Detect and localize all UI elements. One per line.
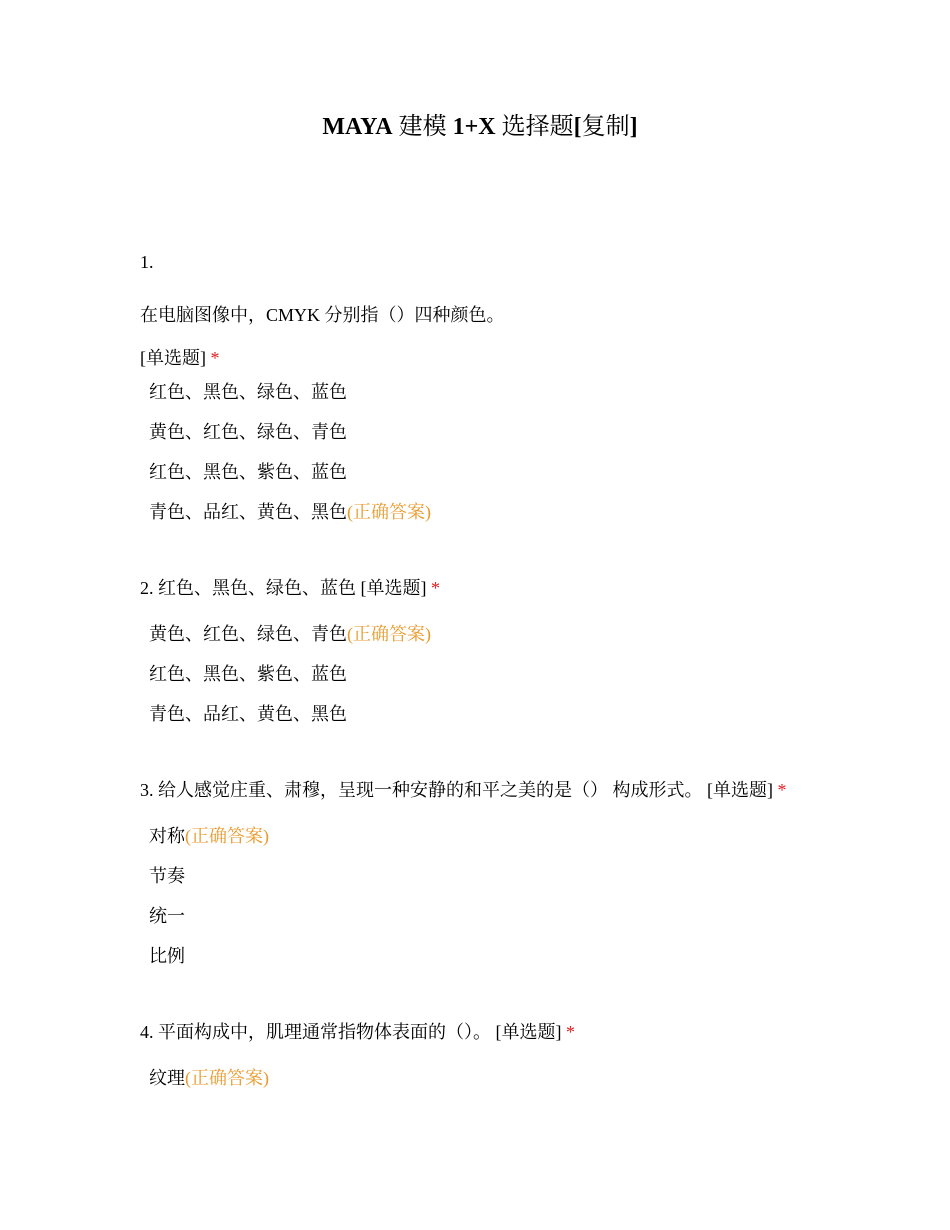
question-2-number: 2. [140, 578, 154, 598]
title-part: MAYA [322, 114, 393, 140]
question-4-header [140, 1020, 575, 1044]
correct-answer-label: (正确答案) [185, 1068, 269, 1088]
option-label: 青色、品红、黄色、黑色 [149, 502, 347, 522]
question-type-label: [单选题] [495, 1022, 562, 1042]
question-type-label: [单选题] [360, 578, 427, 598]
question-4-text: 平面构成中，肌理通常指物体表面的（）。 [158, 1022, 491, 1042]
option-label: 纹理 [149, 1068, 185, 1088]
required-mark: * [566, 1022, 575, 1042]
title-part: 选择题 [495, 114, 574, 140]
question-1-option-1[interactable]: 红色、黑色、绿色、蓝色 [149, 382, 347, 402]
question-2-option-2[interactable]: 红色、黑色、紫色、蓝色 [149, 664, 347, 684]
question-4-option-1[interactable] [149, 1066, 269, 1090]
question-type-label: [单选题] [140, 348, 206, 368]
question-type-label: [单选题] [707, 780, 773, 800]
question-1-type [140, 346, 220, 370]
question-1-option-3[interactable]: 红色、黑色、紫色、蓝色 [149, 462, 347, 482]
required-mark: * [210, 348, 220, 368]
question-3-option-3[interactable]: 统一 [149, 906, 185, 926]
option-label: 黄色、红色、绿色、青色 [149, 624, 347, 644]
title-part: 复制 [581, 114, 630, 140]
question-1-option-4[interactable] [149, 500, 431, 524]
question-1-text: 在电脑图像中，CMYK 分别指（）四种颜色。 [140, 305, 505, 325]
question-3-header [140, 778, 787, 802]
question-3-option-1[interactable] [149, 824, 269, 848]
question-3-number: 3. [140, 780, 154, 800]
question-4-number: 4. [140, 1022, 154, 1042]
question-2-text: 红色、黑色、绿色、蓝色 [158, 578, 356, 598]
question-3-option-2[interactable]: 节奏 [149, 866, 185, 886]
required-mark: * [431, 578, 440, 598]
title-part: [ [573, 114, 582, 140]
title-part: 1+X [452, 114, 496, 140]
document-title [0, 112, 950, 142]
question-3-text: 给人感觉庄重、肃穆，呈现一种安静的和平之美的是（） 构成形式。 [158, 780, 703, 800]
question-2-option-1[interactable] [149, 622, 431, 646]
correct-answer-label: (正确答案) [347, 624, 431, 644]
title-part: ] [629, 114, 638, 140]
correct-answer-label: (正确答案) [347, 502, 431, 522]
question-2-header [140, 576, 440, 600]
question-2-option-3[interactable]: 青色、品红、黄色、黑色 [149, 704, 347, 724]
question-1-option-2[interactable]: 黄色、红色、绿色、青色 [149, 422, 347, 442]
required-mark: * [777, 780, 787, 800]
option-label: 对称 [149, 826, 185, 846]
question-1-number: 1. [140, 252, 154, 272]
title-part: 建模 [392, 114, 453, 140]
correct-answer-label: (正确答案) [185, 826, 269, 846]
question-3-option-4[interactable]: 比例 [149, 946, 185, 966]
